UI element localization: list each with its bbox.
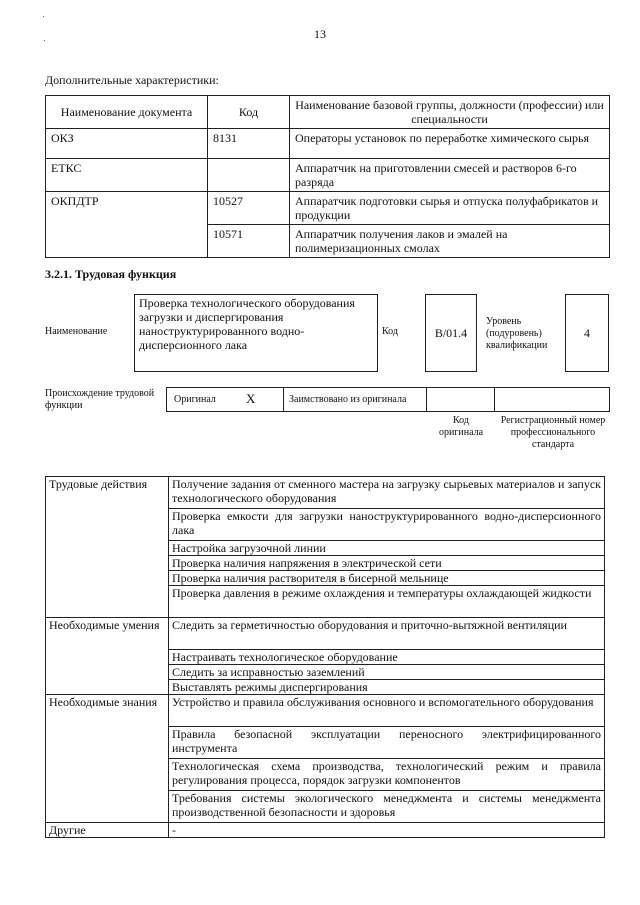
required-knowledge-label: Необходимые знания: [46, 695, 169, 823]
function-name-box: [134, 294, 378, 372]
table-row: [46, 477, 605, 509]
origin-divider: [283, 387, 284, 412]
name-label: Наименование: [45, 326, 108, 337]
table-row: [46, 192, 610, 225]
knowledge-item: Технологическая схема производства, технологический режим и правила регулирования процесса, порядок загрузки компонентов: [169, 759, 605, 791]
code-cell: 10571: [208, 225, 290, 258]
code-original-label: Код оригинала: [438, 415, 484, 438]
code-cell: 10527: [208, 192, 290, 225]
level-value: 4: [584, 326, 590, 340]
table-row: [46, 695, 605, 727]
column-header: Наименование документа: [46, 96, 208, 129]
origin-divider: [494, 387, 495, 412]
labor-action-item: Проверка давления в режиме охлаждения и температуры охлаждающей жидкости: [169, 586, 605, 618]
doc-cell: ОКЗ: [46, 129, 208, 159]
origin-divider: [426, 387, 427, 412]
table-row: [46, 618, 605, 650]
function-code-box: [425, 294, 477, 372]
original-label: Оригинал: [174, 394, 216, 405]
level-label: Уровень (подуровень) квалификации: [486, 316, 548, 351]
table-row: [46, 159, 610, 192]
borrowed-label: Заимствовано из оригинала: [289, 394, 407, 405]
page-number: 13: [314, 27, 326, 41]
labor-actions-label: Трудовые действия: [46, 477, 169, 618]
doc-cell: ЕТКС: [46, 159, 208, 192]
table-row: [46, 823, 605, 838]
column-header: Наименование базовой группы, должности (профессии) или специальности: [290, 96, 610, 129]
labor-action-item: Настройка загрузочной линии: [169, 541, 605, 556]
other-label: Другие: [46, 823, 169, 838]
skill-item: Следить за герметичностью оборудования и приточно-вытяжной вентиляции: [169, 618, 605, 650]
extra-characteristics-heading: Дополнительные характеристики:: [45, 73, 219, 87]
column-header: Код: [208, 96, 290, 129]
code-cell: [208, 159, 290, 192]
table-row: [46, 129, 610, 159]
scan-speck: [43, 16, 44, 17]
labor-action-item: Проверка емкости для загрузки наноструктурированного водно-дисперсионного лака: [169, 509, 605, 541]
knowledge-item: Правила безопасной эксплуатации переносного электрифицированного инструмента: [169, 727, 605, 759]
table-header-row: [46, 96, 610, 129]
group-name-cell: Аппаратчик на приготовлении смесей и растворов 6-го разряда: [290, 159, 610, 192]
labor-action-item: Получение задания от сменного мастера на загрузку сырьевых материалов и запуск технологического оборудования: [169, 477, 605, 509]
original-mark: X: [246, 391, 256, 406]
function-code-value: B/01.4: [434, 326, 468, 340]
other-item: -: [169, 823, 605, 838]
level-value-box: [565, 294, 609, 372]
labor-action-item: Проверка наличия растворителя в бисерной мельнице: [169, 571, 605, 586]
skill-item: Настраивать технологическое оборудование: [169, 650, 605, 665]
group-name-cell: Аппаратчик подготовки сырья и отпуска полуфабрикатов и продукции: [290, 192, 610, 225]
required-skills-label: Необходимые умения: [46, 618, 169, 695]
characteristics-table: [45, 95, 610, 258]
code-cell: 8131: [208, 129, 290, 159]
knowledge-item: Требования системы экологического менеджмента и системы менеджмента производственной безопасности и здоровья: [169, 791, 605, 823]
knowledge-item: Устройство и правила обслуживания основного и вспомогательного оборудования: [169, 695, 605, 727]
labor-action-item: Проверка наличия напряжения в электрической сети: [169, 556, 605, 571]
code-label: Код: [382, 326, 398, 337]
origin-label: Происхождение трудовой функции: [45, 388, 155, 411]
function-name-text: Проверка технологического оборудования загрузки и диспергирования наноструктурированного водно-дисперсионного лака: [139, 296, 355, 352]
skill-item: Следить за исправностью заземлений: [169, 665, 605, 680]
skill-item: Выставлять режимы диспергирования: [169, 680, 605, 695]
function-details-table: [45, 476, 605, 838]
group-name-cell: Аппаратчик получения лаков и эмалей на полимеризационных смолах: [290, 225, 610, 258]
doc-cell: ОКПДТР: [46, 192, 208, 258]
group-name-cell: Операторы установок по переработке химического сырья: [290, 129, 610, 159]
reg-number-label: Регистрационный номер профессионального стандарта: [500, 415, 606, 450]
section-title: 3.2.1. Трудовая функция: [45, 267, 177, 281]
